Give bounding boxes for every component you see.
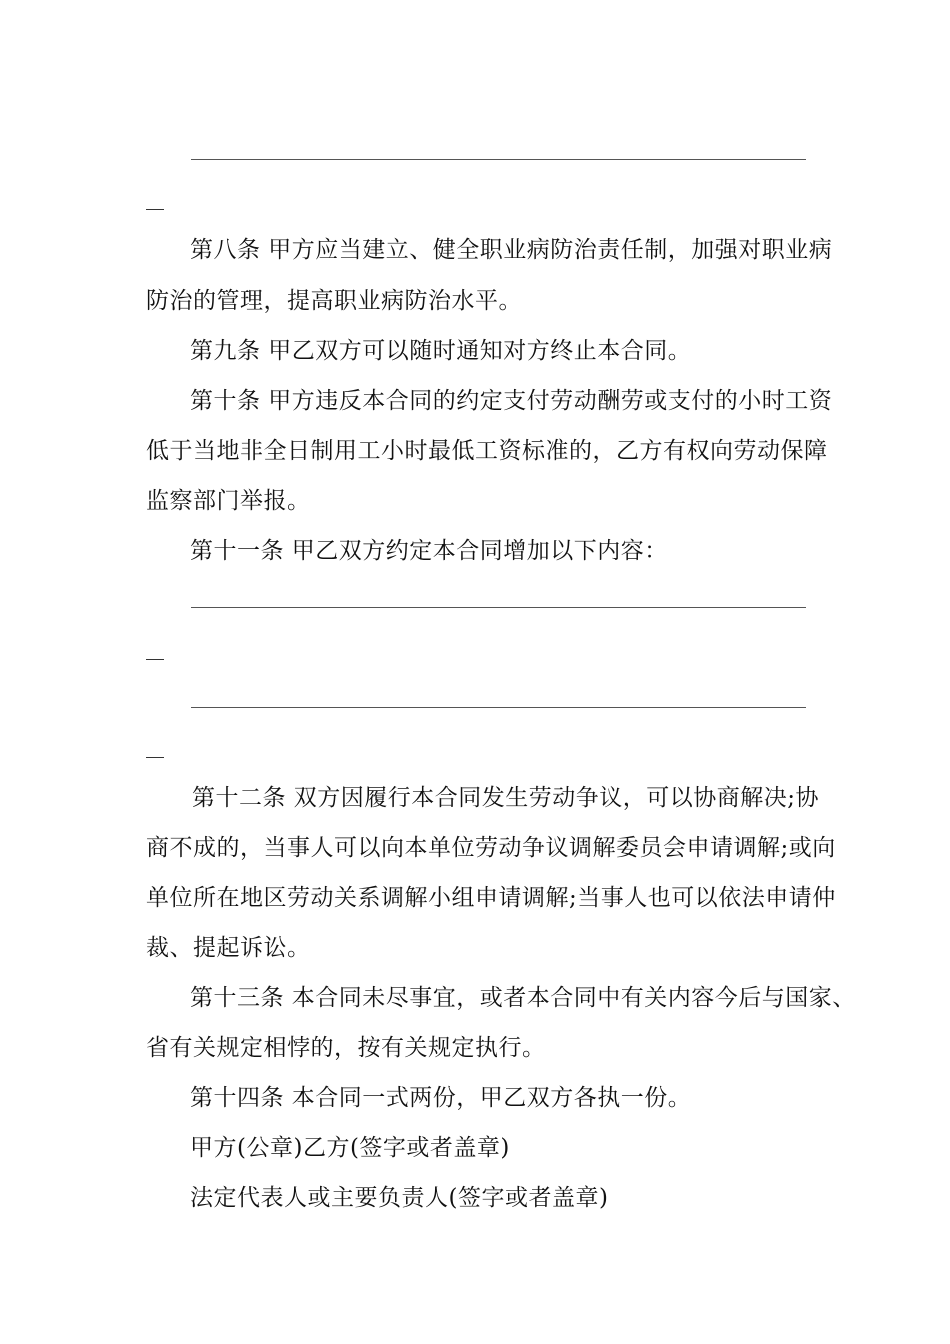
blank-fill-line	[191, 159, 806, 160]
blank-fill-line-tail	[146, 659, 164, 660]
signature-parties: 甲方(公章)乙方(签字或者盖章)	[190, 1135, 510, 1161]
blank-fill-line-tail	[146, 209, 164, 210]
article-8-line-2: 防治的管理，提高职业病防治水平。	[146, 288, 522, 314]
blank-fill-line	[191, 607, 806, 608]
article-12-line-2: 商不成的，当事人可以向本单位劳动争议调解委员会申请调解;或向	[146, 835, 836, 861]
article-9-line-1: 第九条 甲乙双方可以随时通知对方终止本合同。	[190, 338, 692, 364]
article-10-line-3: 监察部门举报。	[146, 488, 311, 514]
article-12-line-4: 裁、提起诉讼。	[146, 935, 311, 961]
blank-fill-line	[191, 707, 806, 708]
article-10-line-2: 低于当地非全日制用工小时最低工资标准的，乙方有权向劳动保障	[146, 438, 828, 464]
article-8-line-1: 第八条 甲方应当建立、健全职业病防治责任制，加强对职业病	[190, 237, 833, 263]
signature-representative: 法定代表人或主要负责人(签字或者盖章)	[190, 1185, 609, 1211]
blank-fill-line-tail	[146, 757, 164, 758]
article-12-line-1: 第十二条 双方因履行本合同发生劳动争议，可以协商解决;协	[192, 785, 820, 811]
article-12-line-3: 单位所在地区劳动关系调解小组申请调解;当事人也可以依法申请仲	[146, 885, 836, 911]
article-13-line-2: 省有关规定相悖的，按有关规定执行。	[146, 1035, 546, 1061]
article-11-line-1: 第十一条 甲乙双方约定本合同增加以下内容：	[190, 538, 668, 564]
article-14-line-1: 第十四条 本合同一式两份，甲乙双方各执一份。	[190, 1085, 692, 1111]
article-10-line-1: 第十条 甲方违反本合同的约定支付劳动酬劳或支付的小时工资	[190, 388, 833, 414]
article-13-line-1: 第十三条 本合同未尽事宜，或者本合同中有关内容今后与国家、	[190, 985, 856, 1011]
